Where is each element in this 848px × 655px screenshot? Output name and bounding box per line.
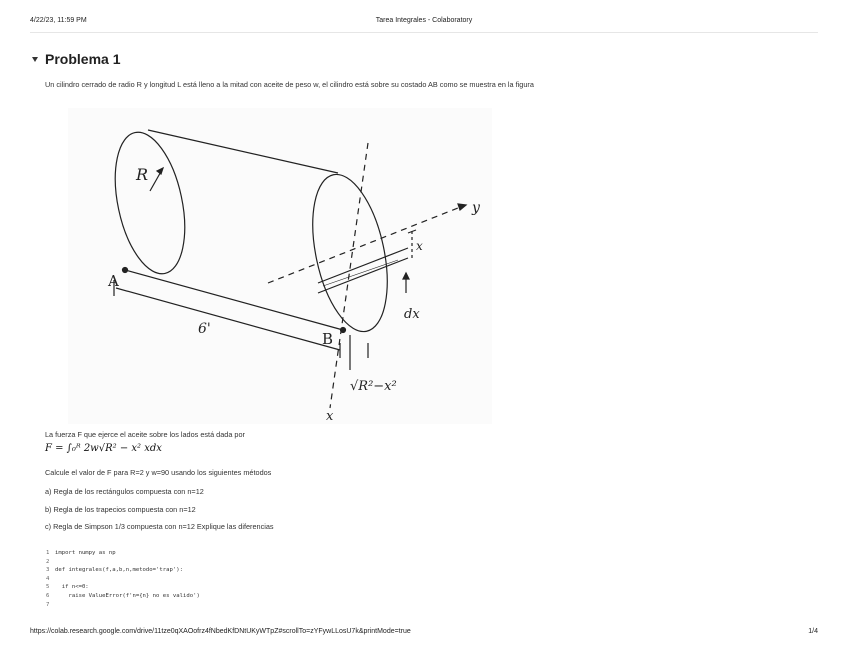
section-header[interactable] bbox=[32, 51, 120, 67]
top-edge bbox=[148, 130, 338, 173]
code-line: 3 def integrales(f,a,b,n,metodo='trap'): bbox=[46, 567, 183, 574]
label-sqrt: √R²−x² bbox=[350, 379, 397, 394]
problem-intro: Un cilindro cerrado de radio R y longitud L está lleno a la mitad con aceite de peso w, el cilindro está sobre su costado AB como se muestra en la figura bbox=[45, 80, 534, 89]
print-header bbox=[0, 0, 848, 34]
right-end-ellipse bbox=[300, 168, 400, 339]
code-line: 7 bbox=[46, 601, 50, 608]
label-length: 6' bbox=[198, 321, 211, 337]
force-formula: F = ∫₀ᴿ 2w√R² − x² xdx bbox=[45, 443, 162, 454]
code-line: 2 bbox=[46, 558, 50, 565]
strip-top bbox=[318, 248, 408, 283]
code-cell[interactable] bbox=[46, 549, 200, 609]
document-title: Tarea Integrales - Colaboratory bbox=[375, 17, 473, 24]
label-r: R bbox=[136, 165, 149, 184]
page-url: https://colab.research.google.com/drive/11tze0qXAOofrz4fNbedKfDNtUKyWTpZ#scrollTo=zYFywLLosU7k&printMode=true bbox=[30, 628, 411, 635]
cylinder-diagram bbox=[68, 108, 492, 424]
code-line: 1 import numpy as np bbox=[46, 550, 116, 556]
method-b: b) Regla de los trapecios compuesta con n=12 bbox=[45, 505, 196, 514]
code-line: 6 raise ValueError(f'n={n} no es valido') bbox=[46, 592, 200, 599]
label-y: y bbox=[472, 200, 480, 216]
method-c: c) Regla de Simpson 1/3 compuesta con n=12 Explique las diferencias bbox=[45, 522, 274, 531]
label-x-bottom: x bbox=[326, 409, 334, 424]
length-dimension bbox=[116, 288, 340, 350]
section-title: Problema 1 bbox=[45, 51, 121, 67]
page-number: 1/4 bbox=[808, 628, 818, 635]
label-b: B bbox=[322, 330, 334, 348]
code-line: 4 bbox=[46, 575, 50, 582]
radius-arrowhead bbox=[157, 168, 163, 174]
dx-arrowhead bbox=[403, 273, 409, 279]
label-x-top: x bbox=[416, 239, 423, 253]
collapse-caret-icon[interactable] bbox=[32, 57, 38, 62]
print-date: 4/22/23, 11:59 PM bbox=[30, 17, 87, 24]
force-text: La fuerza F que ejerce el aceite sobre los lados está dada por bbox=[45, 430, 245, 439]
calc-text: Calcule el valor de F para R=2 y w=90 usando los siguientes métodos bbox=[45, 468, 272, 477]
header-divider bbox=[30, 32, 818, 33]
method-a: a) Regla de los rectángulos compuesta con n=12 bbox=[45, 487, 204, 496]
point-a bbox=[123, 268, 128, 273]
code-line: 5 if n<=0: bbox=[46, 584, 89, 591]
label-dx: dx bbox=[404, 307, 420, 322]
left-end-ellipse bbox=[104, 126, 197, 280]
label-a: A bbox=[108, 272, 119, 290]
strip-bottom bbox=[318, 258, 408, 293]
cylinder-figure bbox=[68, 108, 492, 424]
y-axis-arrowhead bbox=[458, 204, 466, 210]
